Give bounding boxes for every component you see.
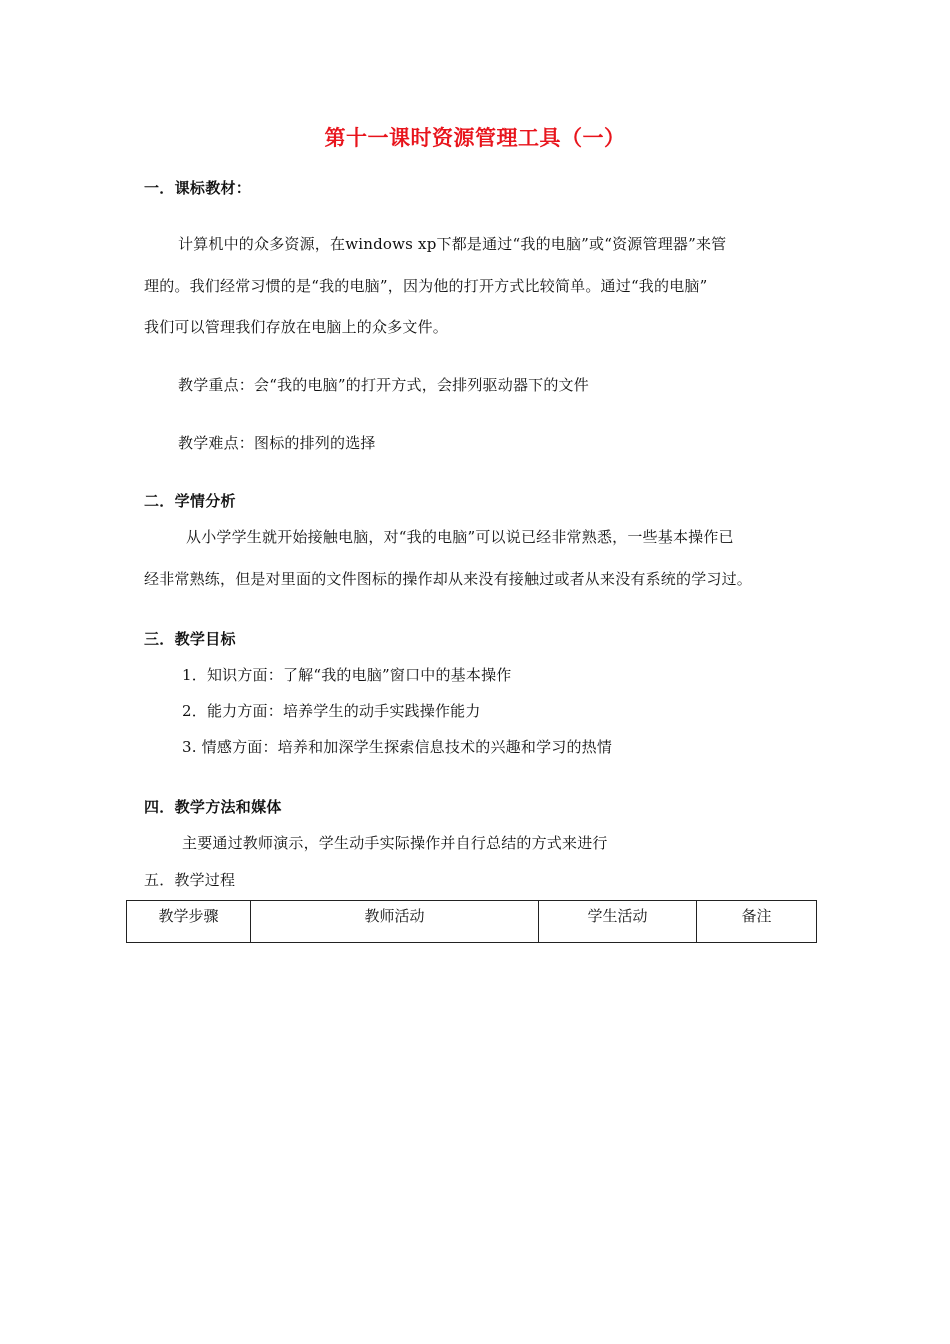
table-header-cell: 教学步骤 xyxy=(127,901,251,943)
table-header-cell: 备注 xyxy=(697,901,817,943)
objective-item: 1．知识方面：了解“我的电脑”窗口中的基本操作 xyxy=(182,666,512,684)
paragraph-line: 理的。我们经常习惯的是“我的电脑”，因为他的打开方式比较简单。通过“我的电脑” xyxy=(144,277,708,295)
section-heading-methods: 四．教学方法和媒体 xyxy=(144,798,282,816)
objective-item: 3. 情感方面：培养和加深学生探索信息技术的兴趣和学习的热情 xyxy=(182,738,613,756)
methods-paragraph: 主要通过教师演示，学生动手实际操作并自行总结的方式来进行 xyxy=(182,834,608,852)
table-header-cell: 学生活动 xyxy=(539,901,697,943)
section-heading-student-analysis: 二．学情分析 xyxy=(144,492,236,510)
section-heading-objectives: 三．教学目标 xyxy=(144,630,236,648)
paragraph-line: 我们可以管理我们存放在电脑上的众多文件。 xyxy=(144,318,449,336)
paragraph-line: 从小学学生就开始接触电脑，对“我的电脑”可以说已经非常熟悉，一些基本操作已 xyxy=(186,528,734,546)
table-header-row xyxy=(127,901,817,943)
page-title: 第十一课时资源管理工具（一） xyxy=(324,125,626,150)
key-point-text: 教学重点：会“我的电脑”的打开方式，会排列驱动器下的文件 xyxy=(178,376,589,394)
paragraph-line: 经非常熟练，但是对里面的文件图标的操作却从来没有接触过或者从来没有系统的学习过。 xyxy=(144,570,753,588)
process-table xyxy=(126,900,817,943)
section-heading-process: 五．教学过程 xyxy=(144,871,236,889)
section-heading-curriculum: 一．课标教材： xyxy=(144,179,252,197)
paragraph-line: 计算机中的众多资源，在windows xp下都是通过“我的电脑”或“资源管理器”来管 xyxy=(178,235,727,253)
table-header-cell: 教师活动 xyxy=(251,901,539,943)
difficulty-text: 教学难点：图标的排列的选择 xyxy=(178,434,376,452)
objective-item: 2．能力方面：培养学生的动手实践操作能力 xyxy=(182,702,481,720)
